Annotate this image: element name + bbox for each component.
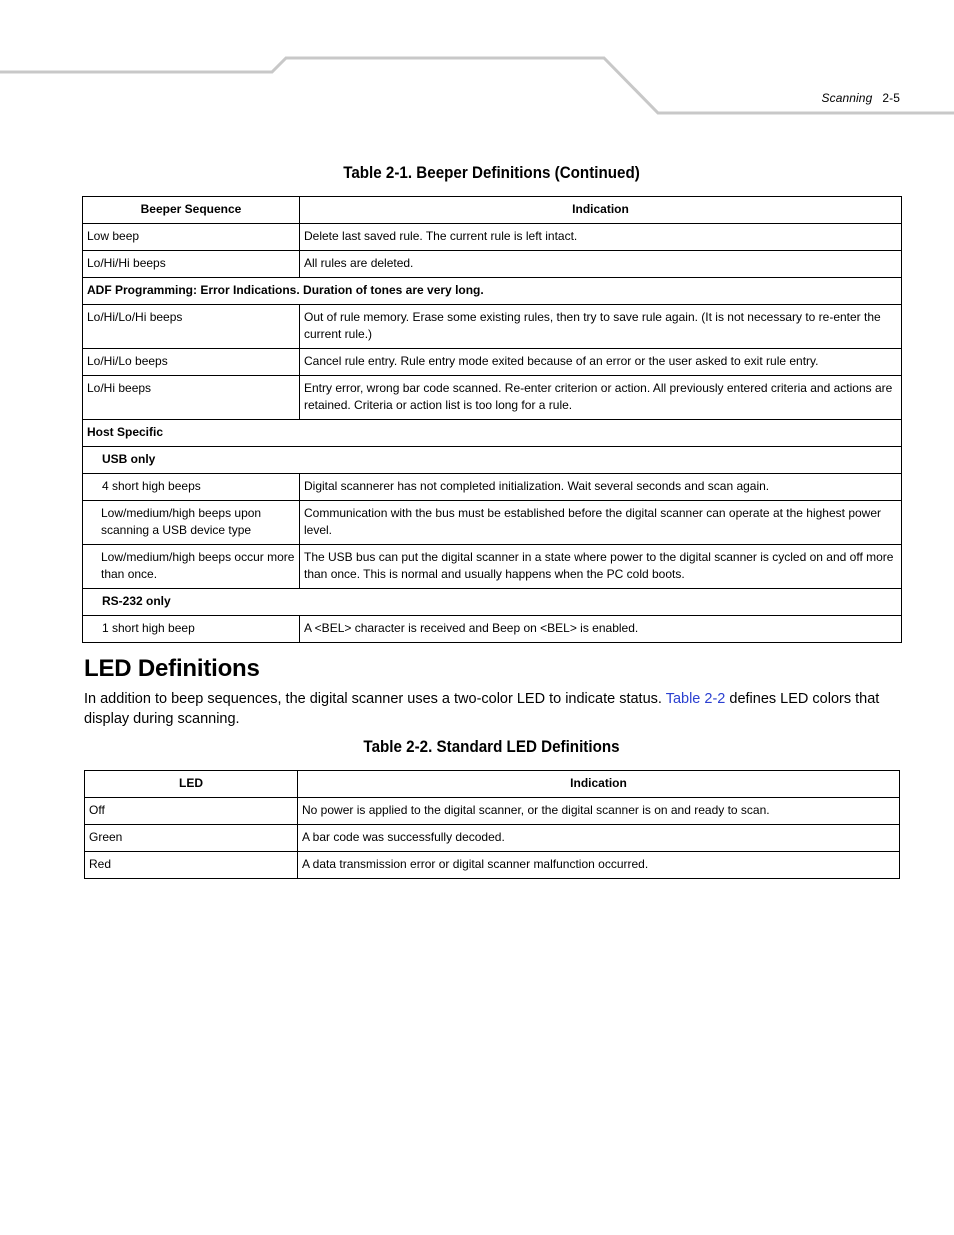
column-header-beeper-sequence: Beeper Sequence bbox=[83, 197, 300, 224]
subsection-cell-usb-only: USB only bbox=[83, 447, 902, 474]
table2-caption: Table 2-2. Standard LED Definitions bbox=[363, 738, 620, 756]
table-row bbox=[85, 825, 900, 852]
beep-cell: 4 short high beeps bbox=[83, 474, 300, 501]
running-head bbox=[822, 91, 901, 105]
table-row bbox=[85, 852, 900, 879]
indication-cell: Entry error, wrong bar code scanned. Re-enter criterion or action. All previously entered criteria and actions are retained. Criteria or action list is too long for a rule. bbox=[300, 376, 902, 420]
indication-cell: All rules are deleted. bbox=[300, 251, 902, 278]
indication-cell: Delete last saved rule. The current rule is left intact. bbox=[300, 224, 902, 251]
column-header-indication: Indication bbox=[298, 771, 900, 798]
column-header-led: LED bbox=[85, 771, 298, 798]
table-subsection-row bbox=[83, 447, 902, 474]
led-cell: Red bbox=[85, 852, 298, 879]
page-number: 2-5 bbox=[882, 91, 900, 105]
indication-cell: A bar code was successfully decoded. bbox=[298, 825, 900, 852]
led-cell: Off bbox=[85, 798, 298, 825]
table-row bbox=[83, 305, 902, 349]
beep-cell: Lo/Hi beeps bbox=[83, 376, 300, 420]
subsection-cell-rs232-only: RS-232 only bbox=[83, 589, 902, 616]
beep-cell: Lo/Hi/Hi beeps bbox=[83, 251, 300, 278]
indication-cell: Digital scannerer has not completed initialization. Wait several seconds and scan again. bbox=[300, 474, 902, 501]
led-definitions-table bbox=[84, 770, 900, 879]
table-header-row bbox=[83, 197, 902, 224]
indication-cell: A data transmission error or digital scanner malfunction occurred. bbox=[298, 852, 900, 879]
running-head-section: Scanning bbox=[821, 91, 873, 105]
beep-cell: Lo/Hi/Lo/Hi beeps bbox=[83, 305, 300, 349]
table-subsection-row bbox=[83, 589, 902, 616]
beep-cell: Low/medium/high beeps occur more than once. bbox=[83, 545, 300, 589]
beep-cell: 1 short high beep bbox=[83, 616, 300, 643]
section-cell-adf-programming: ADF Programming: Error Indications. Duration of tones are very long. bbox=[83, 278, 902, 305]
table-section-row bbox=[83, 420, 902, 447]
beeper-definitions-table bbox=[82, 196, 902, 643]
table-row bbox=[83, 616, 902, 643]
section-title-led-definitions: LED Definitions bbox=[84, 655, 260, 682]
indication-cell: Communication with the bus must be established before the digital scanner can operate at the highest power level. bbox=[300, 501, 902, 545]
section-cell-host-specific: Host Specific bbox=[83, 420, 902, 447]
table1-caption: Table 2-1. Beeper Definitions (Continued) bbox=[343, 164, 640, 182]
indication-cell: No power is applied to the digital scanner, or the digital scanner is on and ready to scan. bbox=[298, 798, 900, 825]
beep-cell: Lo/Hi/Lo beeps bbox=[83, 349, 300, 376]
intro-text-before: In addition to beep sequences, the digital scanner uses a two-color LED to indicate status. bbox=[84, 691, 666, 707]
intro-paragraph bbox=[84, 689, 904, 729]
table-section-row bbox=[83, 278, 902, 305]
table-header-row bbox=[85, 771, 900, 798]
indication-cell: The USB bus can put the digital scanner in a state where power to the digital scanner is cycled on and off more than once. This is normal and usually happens when the PC cold boots. bbox=[300, 545, 902, 589]
beep-cell: Low beep bbox=[83, 224, 300, 251]
table-row bbox=[83, 474, 902, 501]
intro-text-after: defines LED colors that display during scanning. bbox=[84, 691, 880, 727]
led-cell: Green bbox=[85, 825, 298, 852]
column-header-indication: Indication bbox=[300, 197, 902, 224]
beep-cell: Low/medium/high beeps upon scanning a USB device type bbox=[83, 501, 300, 545]
indication-cell: A <BEL> character is received and Beep on <BEL> is enabled. bbox=[300, 616, 902, 643]
table-row bbox=[83, 251, 902, 278]
header-rule-decoration bbox=[0, 0, 954, 120]
indication-cell: Cancel rule entry. Rule entry mode exited because of an error or the user asked to exit rule entry. bbox=[300, 349, 902, 376]
indication-cell: Out of rule memory. Erase some existing rules, then try to save rule again. (It is not necessary to re-enter the current rule.) bbox=[300, 305, 902, 349]
table-row bbox=[83, 501, 902, 545]
table-row bbox=[85, 798, 900, 825]
table-row bbox=[83, 224, 902, 251]
table-row bbox=[83, 349, 902, 376]
table-row bbox=[83, 545, 902, 589]
table-row bbox=[83, 376, 902, 420]
table-2-2-link[interactable]: Table 2-2 bbox=[665, 691, 726, 707]
